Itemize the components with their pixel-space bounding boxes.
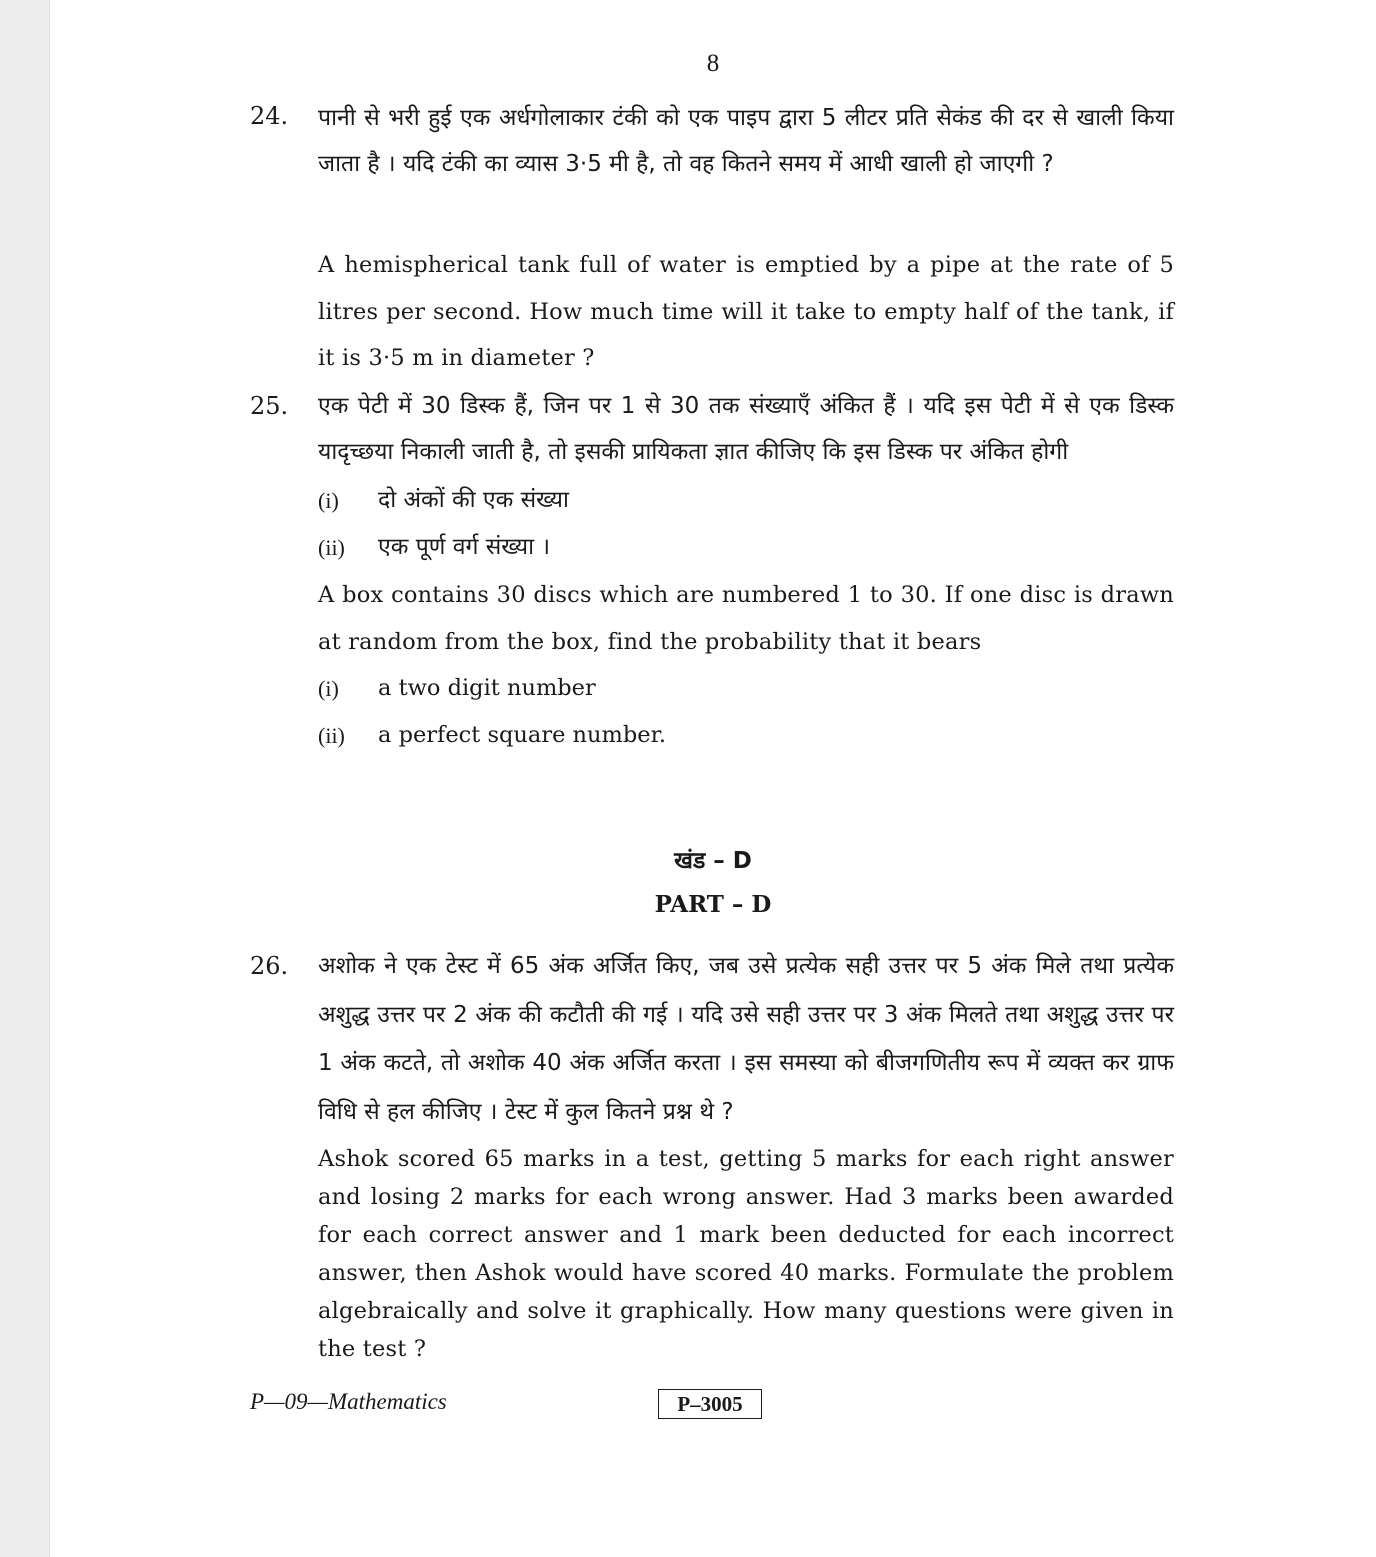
document-page [50, 0, 1376, 1557]
hindi-part-ii [318, 524, 1174, 571]
section-heading-hindi: खंड – D [674, 848, 752, 874]
question-body [318, 942, 1174, 1368]
part-text: a two digit number [378, 675, 596, 701]
viewer-left-gutter [0, 0, 50, 1557]
part-text: एक पूर्ण वर्ग संख्या । [378, 534, 551, 560]
english-part-ii [318, 712, 1174, 759]
question-english-text: A box contains 30 discs which are numbered 1 to 30. If one disc is drawn at random from the box, find the probability that it bears [318, 582, 1174, 655]
part-label: (ii) [318, 535, 345, 560]
question-hindi-text: अशोक ने एक टेस्ट में 65 अंक अर्जित किए, जब उसे प्रत्येक सही उत्तर पर 5 अंक मिले तथा प्रत्येक अशुद्ध उत्तर पर 2 अंक की कटौती की गई । यदि उसे सही उत्तर पर 3 अंक मिलते तथा अशुद्ध उत्तर पर 1 अंक कटते, तो अशोक 40 अंक अर्जित करता । इस समस्या को बीजगणितीय रूप में व्यक्त कर ग्राफ विधि से हल कीजिए । टेस्ट में कुल कितने प्रश्न थे ? [318, 953, 1174, 1125]
section-heading-english: PART – D [654, 891, 772, 918]
page-number: 8 [706, 50, 720, 77]
question-number: 26. [250, 952, 289, 980]
question-body [318, 383, 1174, 759]
part-text: a perfect square number. [378, 722, 667, 748]
english-part-i [318, 665, 1174, 712]
footer-paper-code: P–3005 [658, 1389, 762, 1419]
part-label: (i) [318, 676, 339, 701]
hindi-part-i [318, 477, 1174, 524]
footer-subject: P—09—Mathematics [250, 1389, 447, 1414]
question-hindi-text: एक पेटी में 30 डिस्क हैं, जिन पर 1 से 30 तक संख्याएँ अंकित हैं । यदि इस पेटी में से एक डिस्क यादृच्छया निकाली जाती है, तो इसकी प्रायिकता ज्ञात कीजिए कि इस डिस्क पर अंकित होगी [318, 393, 1174, 465]
part-label: (ii) [318, 723, 345, 748]
question-english-text: A hemispherical tank full of water is emptied by a pipe at the rate of 5 litres per second. How much time will it take to empty half of the tank, if it is 3·5 m in diameter ? [318, 252, 1174, 371]
question-body [318, 95, 1174, 382]
part-text: दो अंकों की एक संख्या [378, 487, 569, 513]
part-label: (i) [318, 488, 339, 513]
question-english-text: Ashok scored 65 marks in a test, getting 5 marks for each right answer and losing 2 marks for each wrong answer. Had 3 marks been awarded for each correct answer and 1 mark been deducted for each incorrect answer, then Ashok would have scored 40 marks. Formulate the problem algebraically and solve it graphically. How many questions were given in the test ? [318, 1146, 1174, 1362]
question-hindi-text: पानी से भरी हुई एक अर्धगोलाकार टंकी को एक पाइप द्वारा 5 लीटर प्रति सेकंड की दर से खाली किया जाता है । यदि टंकी का व्यास 3·5 मी है, तो वह कितने समय में आधी खाली हो जाएगी ? [318, 105, 1174, 177]
question-number: 25. [250, 392, 289, 420]
question-number: 24. [250, 102, 289, 130]
